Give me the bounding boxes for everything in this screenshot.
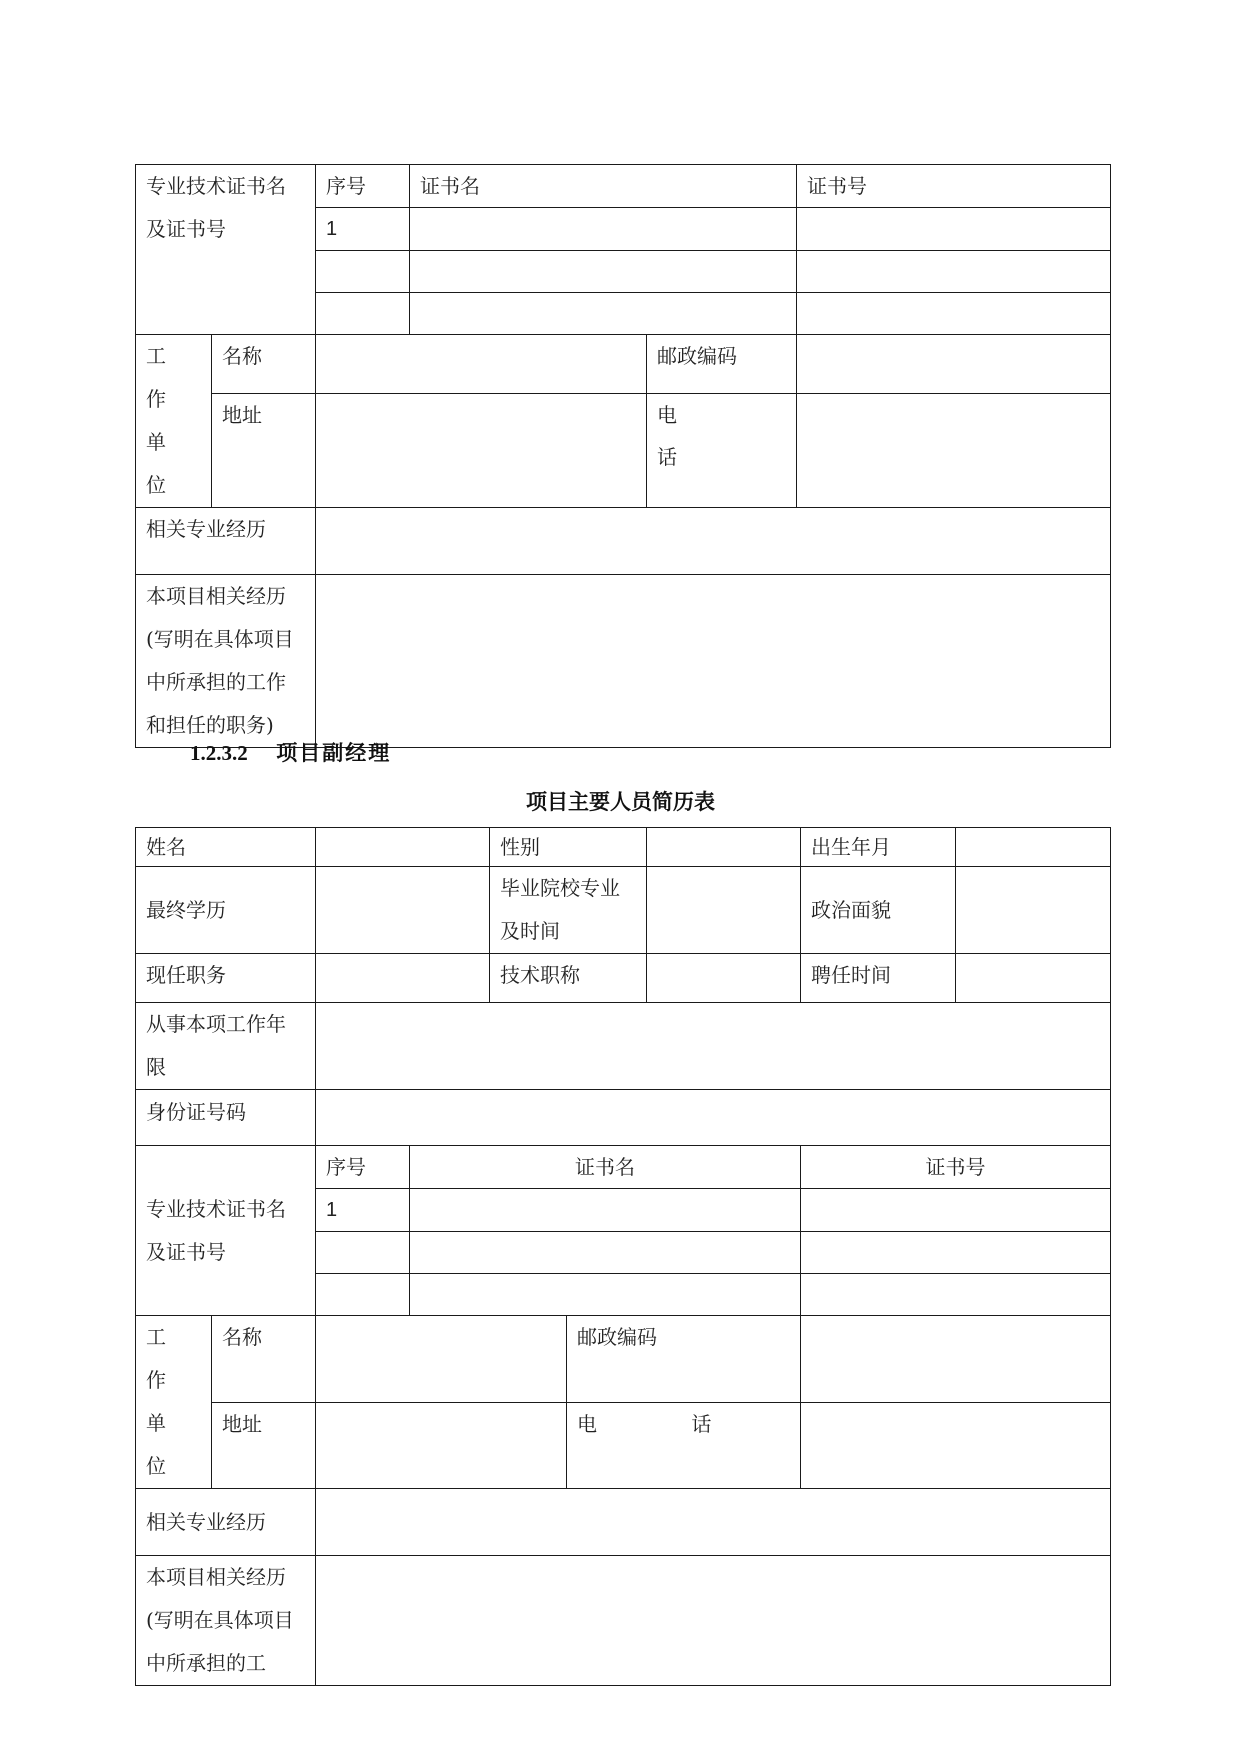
school-value[interactable] xyxy=(647,867,801,954)
cert-name-cell[interactable] xyxy=(410,293,797,335)
hire-time-label: 聘任时间 xyxy=(801,954,956,1003)
cert-seq-cell[interactable] xyxy=(316,1274,410,1316)
employer-address-label: 地址 xyxy=(212,1402,316,1489)
cert-number-cell[interactable] xyxy=(801,1232,1111,1274)
tech-title-value[interactable] xyxy=(647,954,801,1003)
employer-label: 工 作单位 xyxy=(136,335,212,508)
cert-name-cell[interactable] xyxy=(410,1274,801,1316)
tech-title-label: 技术职称 xyxy=(490,954,647,1003)
postcode-value[interactable] xyxy=(801,1316,1111,1403)
birth-label: 出生年月 xyxy=(801,828,956,867)
cert-name-cell[interactable] xyxy=(410,1189,801,1232)
related-experience-value[interactable] xyxy=(316,508,1111,575)
name-label: 姓名 xyxy=(136,828,316,867)
political-value[interactable] xyxy=(956,867,1111,954)
education-label: 最终学历 xyxy=(136,867,316,954)
gender-label: 性别 xyxy=(490,828,647,867)
employer-name-label: 名称 xyxy=(212,335,316,394)
cert-number-cell[interactable] xyxy=(797,251,1111,293)
project-experience-value[interactable] xyxy=(316,1556,1111,1686)
cert-name-header: 证书名 xyxy=(410,165,797,208)
political-label: 政治面貌 xyxy=(801,867,956,954)
cert-name-header: 证书名 xyxy=(410,1146,801,1189)
employer-name-value[interactable] xyxy=(316,335,647,394)
phone-label: 电 话 xyxy=(647,394,797,508)
project-experience-label: 本项目相关经历(写明在具体项目中所承担的工 xyxy=(136,1556,316,1686)
section-number: 1.2.3.2 xyxy=(190,741,248,765)
employer-address-value[interactable] xyxy=(316,394,647,508)
related-experience-label: 相关专业经历 xyxy=(136,1489,316,1556)
cert-seq-1: 1 xyxy=(316,1189,410,1232)
position-label: 现任职务 xyxy=(136,954,316,1003)
postcode-label: 邮政编码 xyxy=(567,1316,801,1403)
seq-header: 序号 xyxy=(316,165,410,208)
phone-label: 电 话 xyxy=(567,1402,801,1489)
cert-seq-cell[interactable] xyxy=(316,1232,410,1274)
employer-address-label: 地址 xyxy=(212,394,316,508)
employer-address-value[interactable] xyxy=(316,1402,567,1489)
phone-value[interactable] xyxy=(801,1402,1111,1489)
education-value[interactable] xyxy=(316,867,490,954)
name-value[interactable] xyxy=(316,828,490,867)
years-value[interactable] xyxy=(316,1003,1111,1090)
cert-label: 专业技术证书名及证书号 xyxy=(146,174,286,241)
cert-seq-cell[interactable] xyxy=(316,293,410,335)
section-heading xyxy=(190,737,391,767)
resume-table-continued xyxy=(135,164,1111,748)
cert-number-cell[interactable] xyxy=(801,1189,1111,1232)
cert-number-header: 证书号 xyxy=(801,1146,1111,1189)
seq-header: 序号 xyxy=(316,1146,410,1189)
birth-value[interactable] xyxy=(956,828,1111,867)
cert-name-cell[interactable] xyxy=(410,251,797,293)
related-experience-value[interactable] xyxy=(316,1489,1111,1556)
table-caption: 项目主要人员简历表 xyxy=(526,789,715,814)
cert-number-cell[interactable] xyxy=(797,293,1111,335)
cert-seq-cell[interactable] xyxy=(316,251,410,293)
postcode-label: 邮政编码 xyxy=(647,335,797,394)
years-label: 从事本项工作年限 xyxy=(136,1003,316,1090)
postcode-value[interactable] xyxy=(797,335,1111,394)
cert-label-cell xyxy=(136,165,316,335)
position-value[interactable] xyxy=(316,954,490,1003)
cert-label-cell xyxy=(136,1146,316,1316)
section-title: 项目副经理 xyxy=(276,741,392,765)
cert-seq-1: 1 xyxy=(316,208,410,251)
cert-label: 专业技术证书名及证书号 xyxy=(146,1196,286,1264)
cert-number-cell[interactable] xyxy=(797,208,1111,251)
cert-name-cell[interactable] xyxy=(410,208,797,251)
gender-value[interactable] xyxy=(647,828,801,867)
phone-value[interactable] xyxy=(797,394,1111,508)
id-number-label: 身份证号码 xyxy=(136,1090,316,1146)
cert-number-cell[interactable] xyxy=(801,1274,1111,1316)
project-experience-label: 本项目相关经历(写明在具体项目中所承担的工作和担任的职务) xyxy=(136,575,316,748)
school-label: 毕业院校专业及时间 xyxy=(490,867,647,954)
related-experience-label: 相关专业经历 xyxy=(136,508,316,575)
id-number-value[interactable] xyxy=(316,1090,1111,1146)
hire-time-value[interactable] xyxy=(956,954,1111,1003)
cert-number-header: 证书号 xyxy=(797,165,1111,208)
employer-label: 工 作单位 xyxy=(136,1316,212,1489)
project-experience-value[interactable] xyxy=(316,575,1111,748)
employer-name-value[interactable] xyxy=(316,1316,567,1403)
cert-name-cell[interactable] xyxy=(410,1232,801,1274)
resume-table xyxy=(135,827,1111,1686)
employer-name-label: 名称 xyxy=(212,1316,316,1403)
